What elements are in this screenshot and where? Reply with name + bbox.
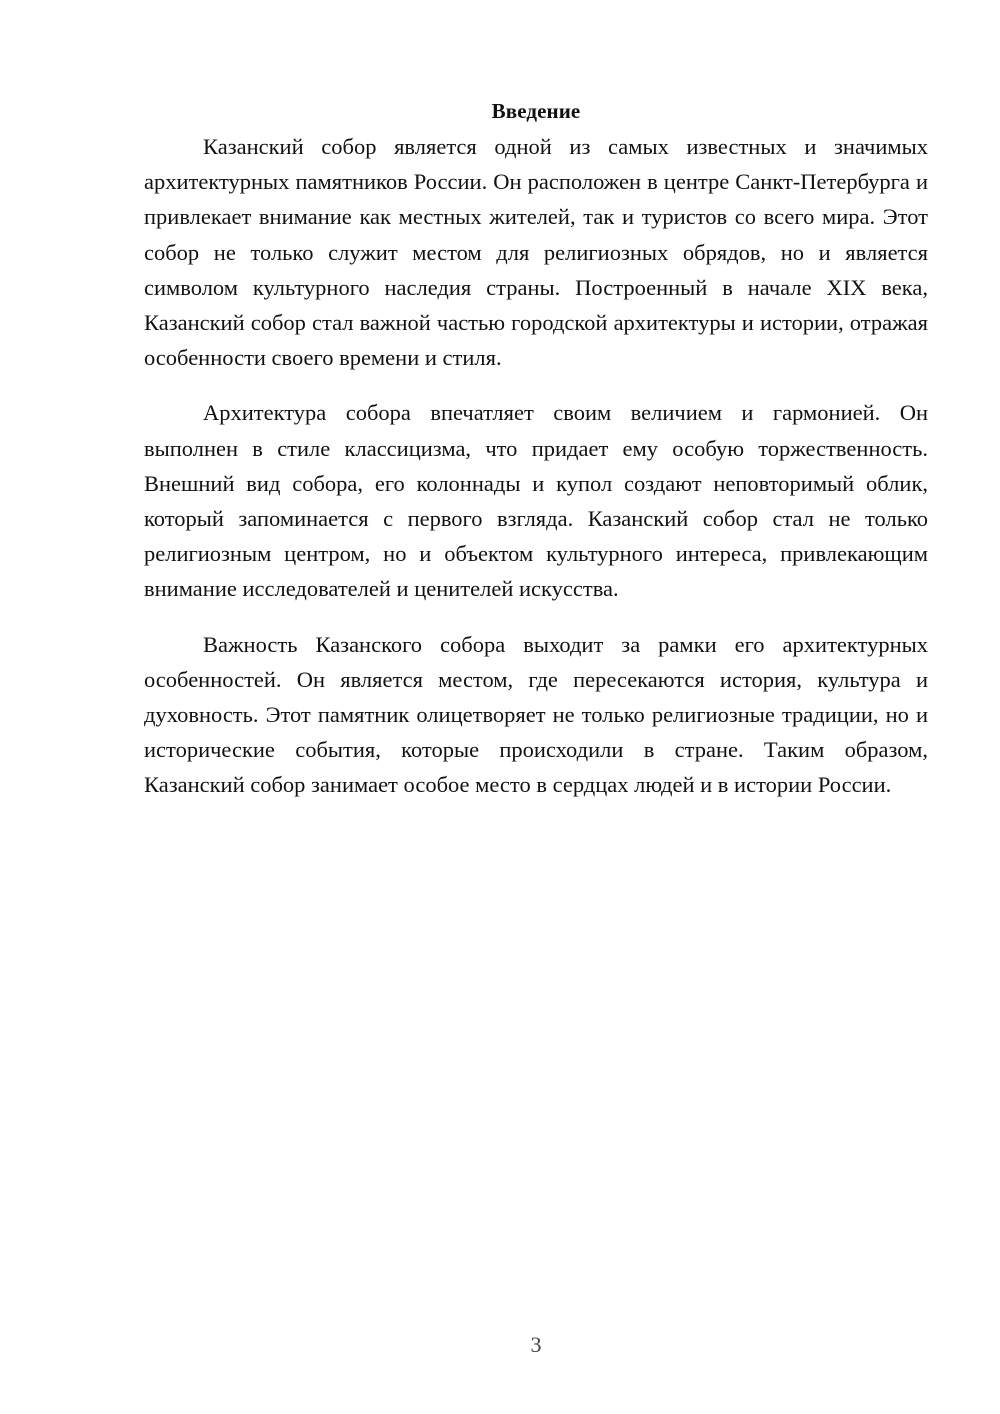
document-body — [144, 94, 928, 803]
paragraph-1: Казанский собор является одной из самых известных и значимых архитектурных памятников России. Он расположен в центре Санкт-Петербурга и привлекает внимание как местных жителей, так и туристов со всего мира. Этот собор не только служит местом для религиозных обрядов, но и является символом культурного наследия страны. Построенный в начале XIX века, Казанский собор стал важной частью городской архитектуры и истории, отражая особенности своего времени и стиля. — [144, 134, 928, 371]
paragraph-3: Важность Казанского собора выходит за рамки его архитектурных особенностей. Он является местом, где пересекаются история, культура и духовность. Этот памятник олицетворяет не только религиозные традиции, но и исторические события, которые происходили в стране. Таким образом, Казанский собор занимает особое место в сердцах людей и в истории России. — [144, 631, 928, 798]
section-heading: Введение — [491, 99, 581, 123]
paragraph-2: Архитектура собора впечатляет своим величием и гармонией. Он выполнен в стиле классицизма, что придает ему особую торжественность. Внешний вид собора, его колоннады и купол создают неповторимый облик, который запоминается с первого взгляда. Казанский собор стал не только религиозным центром, но и объектом культурного интереса, привлекающим внимание исследователей и ценителей искусства. — [144, 400, 928, 602]
page-number: 3 — [530, 1332, 542, 1357]
